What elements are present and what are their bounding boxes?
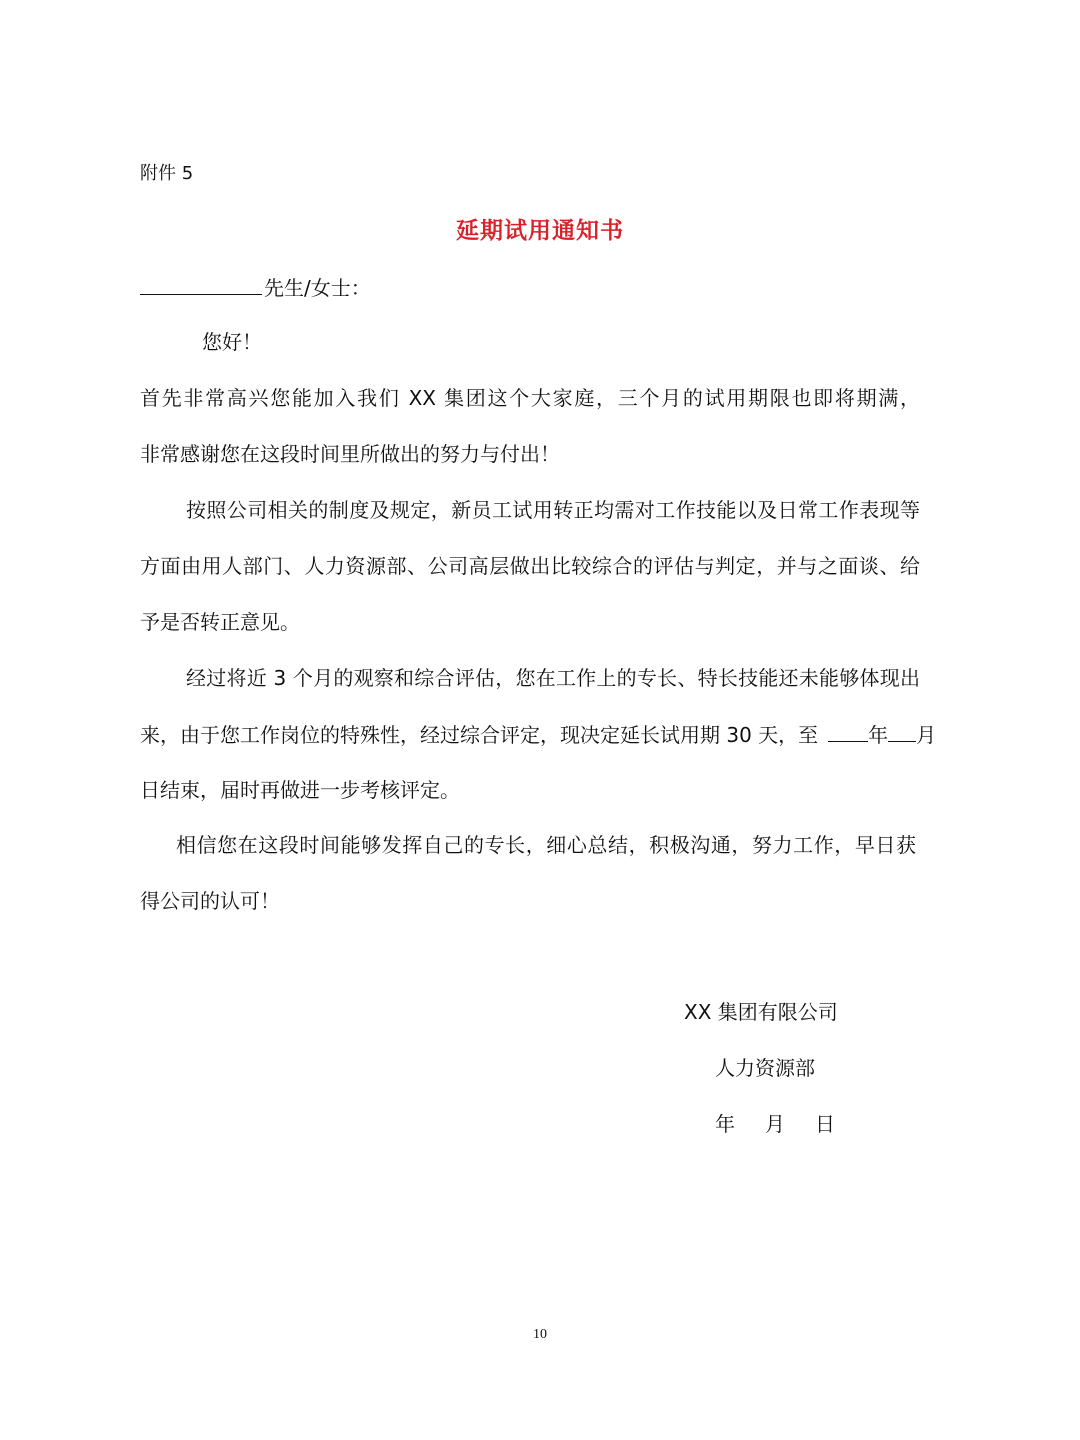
paragraph3-line1: 经过将近 3 个月的观察和综合评估，您在工作上的专长、特长技能还未能够体现出 (186, 666, 920, 690)
recipient-name-blank (140, 272, 262, 295)
end-year-label: 年 (868, 723, 889, 747)
paragraph3-line3: 日结束，届时再做进一步考核评定。 (140, 778, 460, 802)
paragraph4-line2: 得公司的认可！ (140, 889, 280, 913)
page-number: 10 (533, 1327, 547, 1342)
end-month-blank (888, 719, 916, 742)
signature-year: 年 (715, 1112, 735, 1136)
end-year-blank (828, 719, 868, 742)
attachment-label: 附件 5 (140, 163, 194, 184)
signature-company: XX 集团有限公司 (684, 1000, 838, 1024)
salutation-line (140, 272, 371, 303)
salutation-suffix: 先生/女士： (264, 276, 371, 300)
paragraph1-line2: 非常感谢您在这段时间里所做出的努力与付出！ (140, 442, 560, 466)
signature-department: 人力资源部 (715, 1056, 815, 1080)
signature-day: 日 (815, 1112, 835, 1136)
document-title: 延期试用通知书 (456, 218, 624, 244)
paragraph2-line3: 予是否转正意见。 (140, 610, 300, 634)
paragraph3-line2 (140, 719, 936, 750)
paragraph2-line2: 方面由用人部门、人力资源部、公司高层做出比较综合的评估与判定，并与之面谈、给 (140, 554, 920, 578)
signature-date (715, 1109, 835, 1139)
paragraph2-line1: 按照公司相关的制度及规定，新员工试用转正均需对工作技能以及日常工作表现等 (186, 498, 920, 522)
paragraph1-line1: 首先非常高兴您能加入我们 XX 集团这个大家庭，三个月的试用期限也即将期满， (140, 386, 920, 410)
end-month-label: 月 (916, 723, 937, 747)
paragraph4-line1: 相信您在这段时间能够发挥自己的专长，细心总结，积极沟通，努力工作，早日获 (176, 833, 916, 857)
extension-text: 来，由于您工作岗位的特殊性，经过综合评定，现决定延长试用期 30 天，至 (140, 723, 819, 747)
greeting: 您好！ (202, 330, 262, 354)
signature-month: 月 (765, 1112, 785, 1136)
